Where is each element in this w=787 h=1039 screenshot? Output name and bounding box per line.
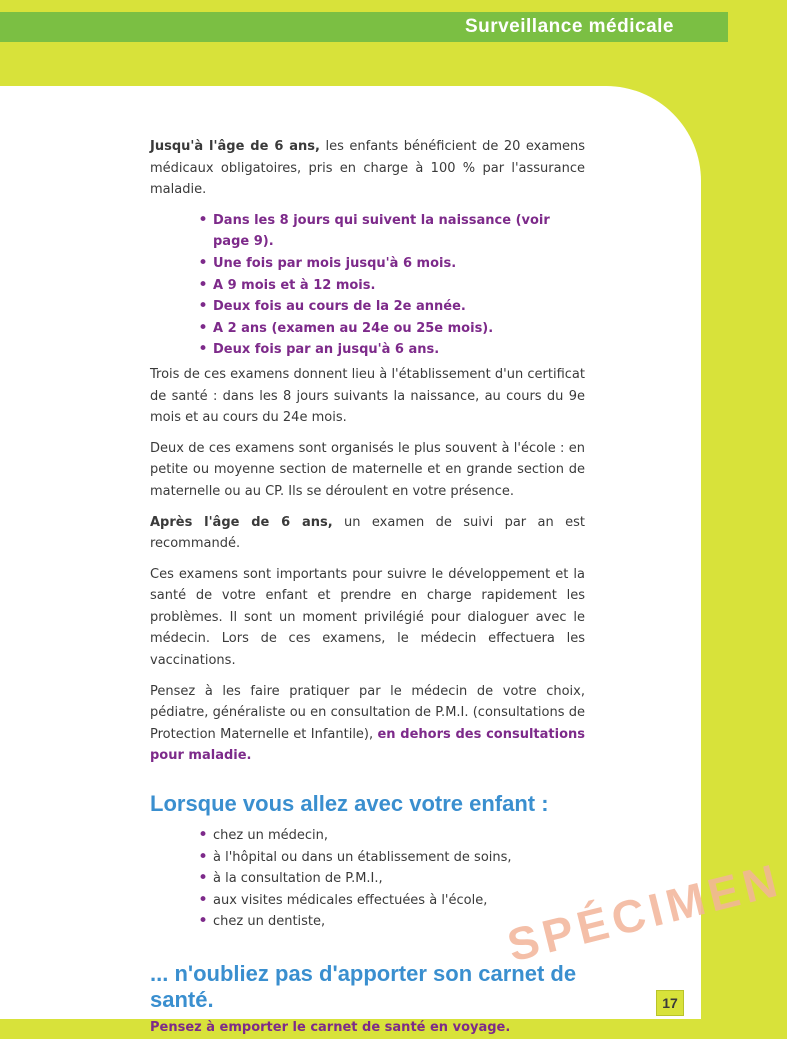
specimen-watermark: SPÉCIMEN: [502, 853, 787, 972]
pensez-highlight: en dehors des consultations pour maladie.: [150, 726, 586, 764]
bullet-icon: •: [198, 209, 209, 230]
heading-lorsque: Lorsque vous allez avec votre enfant :: [150, 791, 549, 817]
main-content: [150, 136, 585, 1039]
importants-paragraph: Ces examens sont importants pour suivre le développement et la santé de votre enfant et prendre en charge rapidement les problèmes. Il sont un moment privilégié pour dialoguer avec le médecin. Lors de ces examens, le médecin effectuera les vaccinations.: [150, 566, 585, 669]
list-item: • chez un médecin,: [198, 825, 328, 846]
after6-text: un examen de suivi par an est recommandé.: [150, 514, 585, 552]
list-item: • aux visites médicales effectuées à l'école,: [198, 889, 488, 910]
intro-text: les enfants bénéficient de 20 examens médicaux obligatoires, pris en charge à 100 % par l'assurance maladie.: [150, 139, 586, 198]
list-item: • Dans les 8 jours qui suivent la naissance (voir page 9).: [198, 209, 550, 250]
list-item: • Une fois par mois jusqu'à 6 mois.: [198, 252, 457, 273]
intro-bold: Jusqu'à l'âge de 6 ans,: [150, 139, 320, 154]
list-item: • Deux fois au cours de la 2e année.: [198, 296, 466, 317]
heading-carnet: ... n'oubliez pas d'apporter son carnet de santé.: [150, 961, 577, 1012]
bullet-icon: •: [198, 274, 209, 295]
bullet-icon: •: [198, 339, 209, 360]
after6-paragraph: [150, 512, 585, 555]
list-item: • A 2 ans (examen au 24e ou 25e mois).: [198, 317, 494, 338]
page-number: 17: [656, 990, 684, 1016]
bullet-icon: •: [198, 911, 209, 932]
section-title: Surveillance médicale: [464, 16, 674, 37]
list-item: • chez un dentiste,: [198, 911, 326, 932]
list-item: • à la consultation de P.M.I.,: [198, 868, 383, 889]
list-item: • à l'hôpital ou dans un établissement de soins,: [198, 846, 512, 867]
exam-schedule-list: [198, 210, 585, 361]
bullet-icon: •: [198, 252, 209, 273]
bullet-icon: •: [198, 296, 209, 317]
bullet-icon: •: [198, 868, 209, 889]
list-item: • A 9 mois et à 12 mois.: [198, 274, 376, 295]
intro-paragraph: [150, 136, 585, 201]
bullet-icon: •: [198, 317, 209, 338]
bullet-icon: •: [198, 889, 209, 910]
bullet-icon: •: [198, 846, 209, 867]
after6-bold: Après l'âge de 6 ans,: [150, 514, 333, 530]
pensez-text: Pensez à les faire pratiquer par le médecin de votre choix, pédiatre, généraliste ou en consultation de P.M.I. (consultations de Protection Maternelle et Infantile),: [150, 683, 585, 742]
certificat-paragraph: Trois de ces examens donnent lieu à l'établissement d'un certificat de santé : dans les 8 jours suivants la naissance, au cours du 9e mois et au cours du 24e mois.: [150, 366, 585, 426]
voyage-note: Pensez à emporter le carnet de santé en voyage.: [150, 1020, 511, 1035]
bullet-icon: •: [198, 825, 209, 846]
list-item: • Deux fois par an jusqu'à 6 ans.: [198, 339, 440, 360]
ecole-paragraph: Deux de ces examens sont organisés le plus souvent à l'école : en petite ou moyenne section de maternelle et en grande section de maternelle ou au CP. Ils se déroulent en votre présence.: [150, 440, 585, 499]
pensez-paragraph: [150, 681, 585, 767]
